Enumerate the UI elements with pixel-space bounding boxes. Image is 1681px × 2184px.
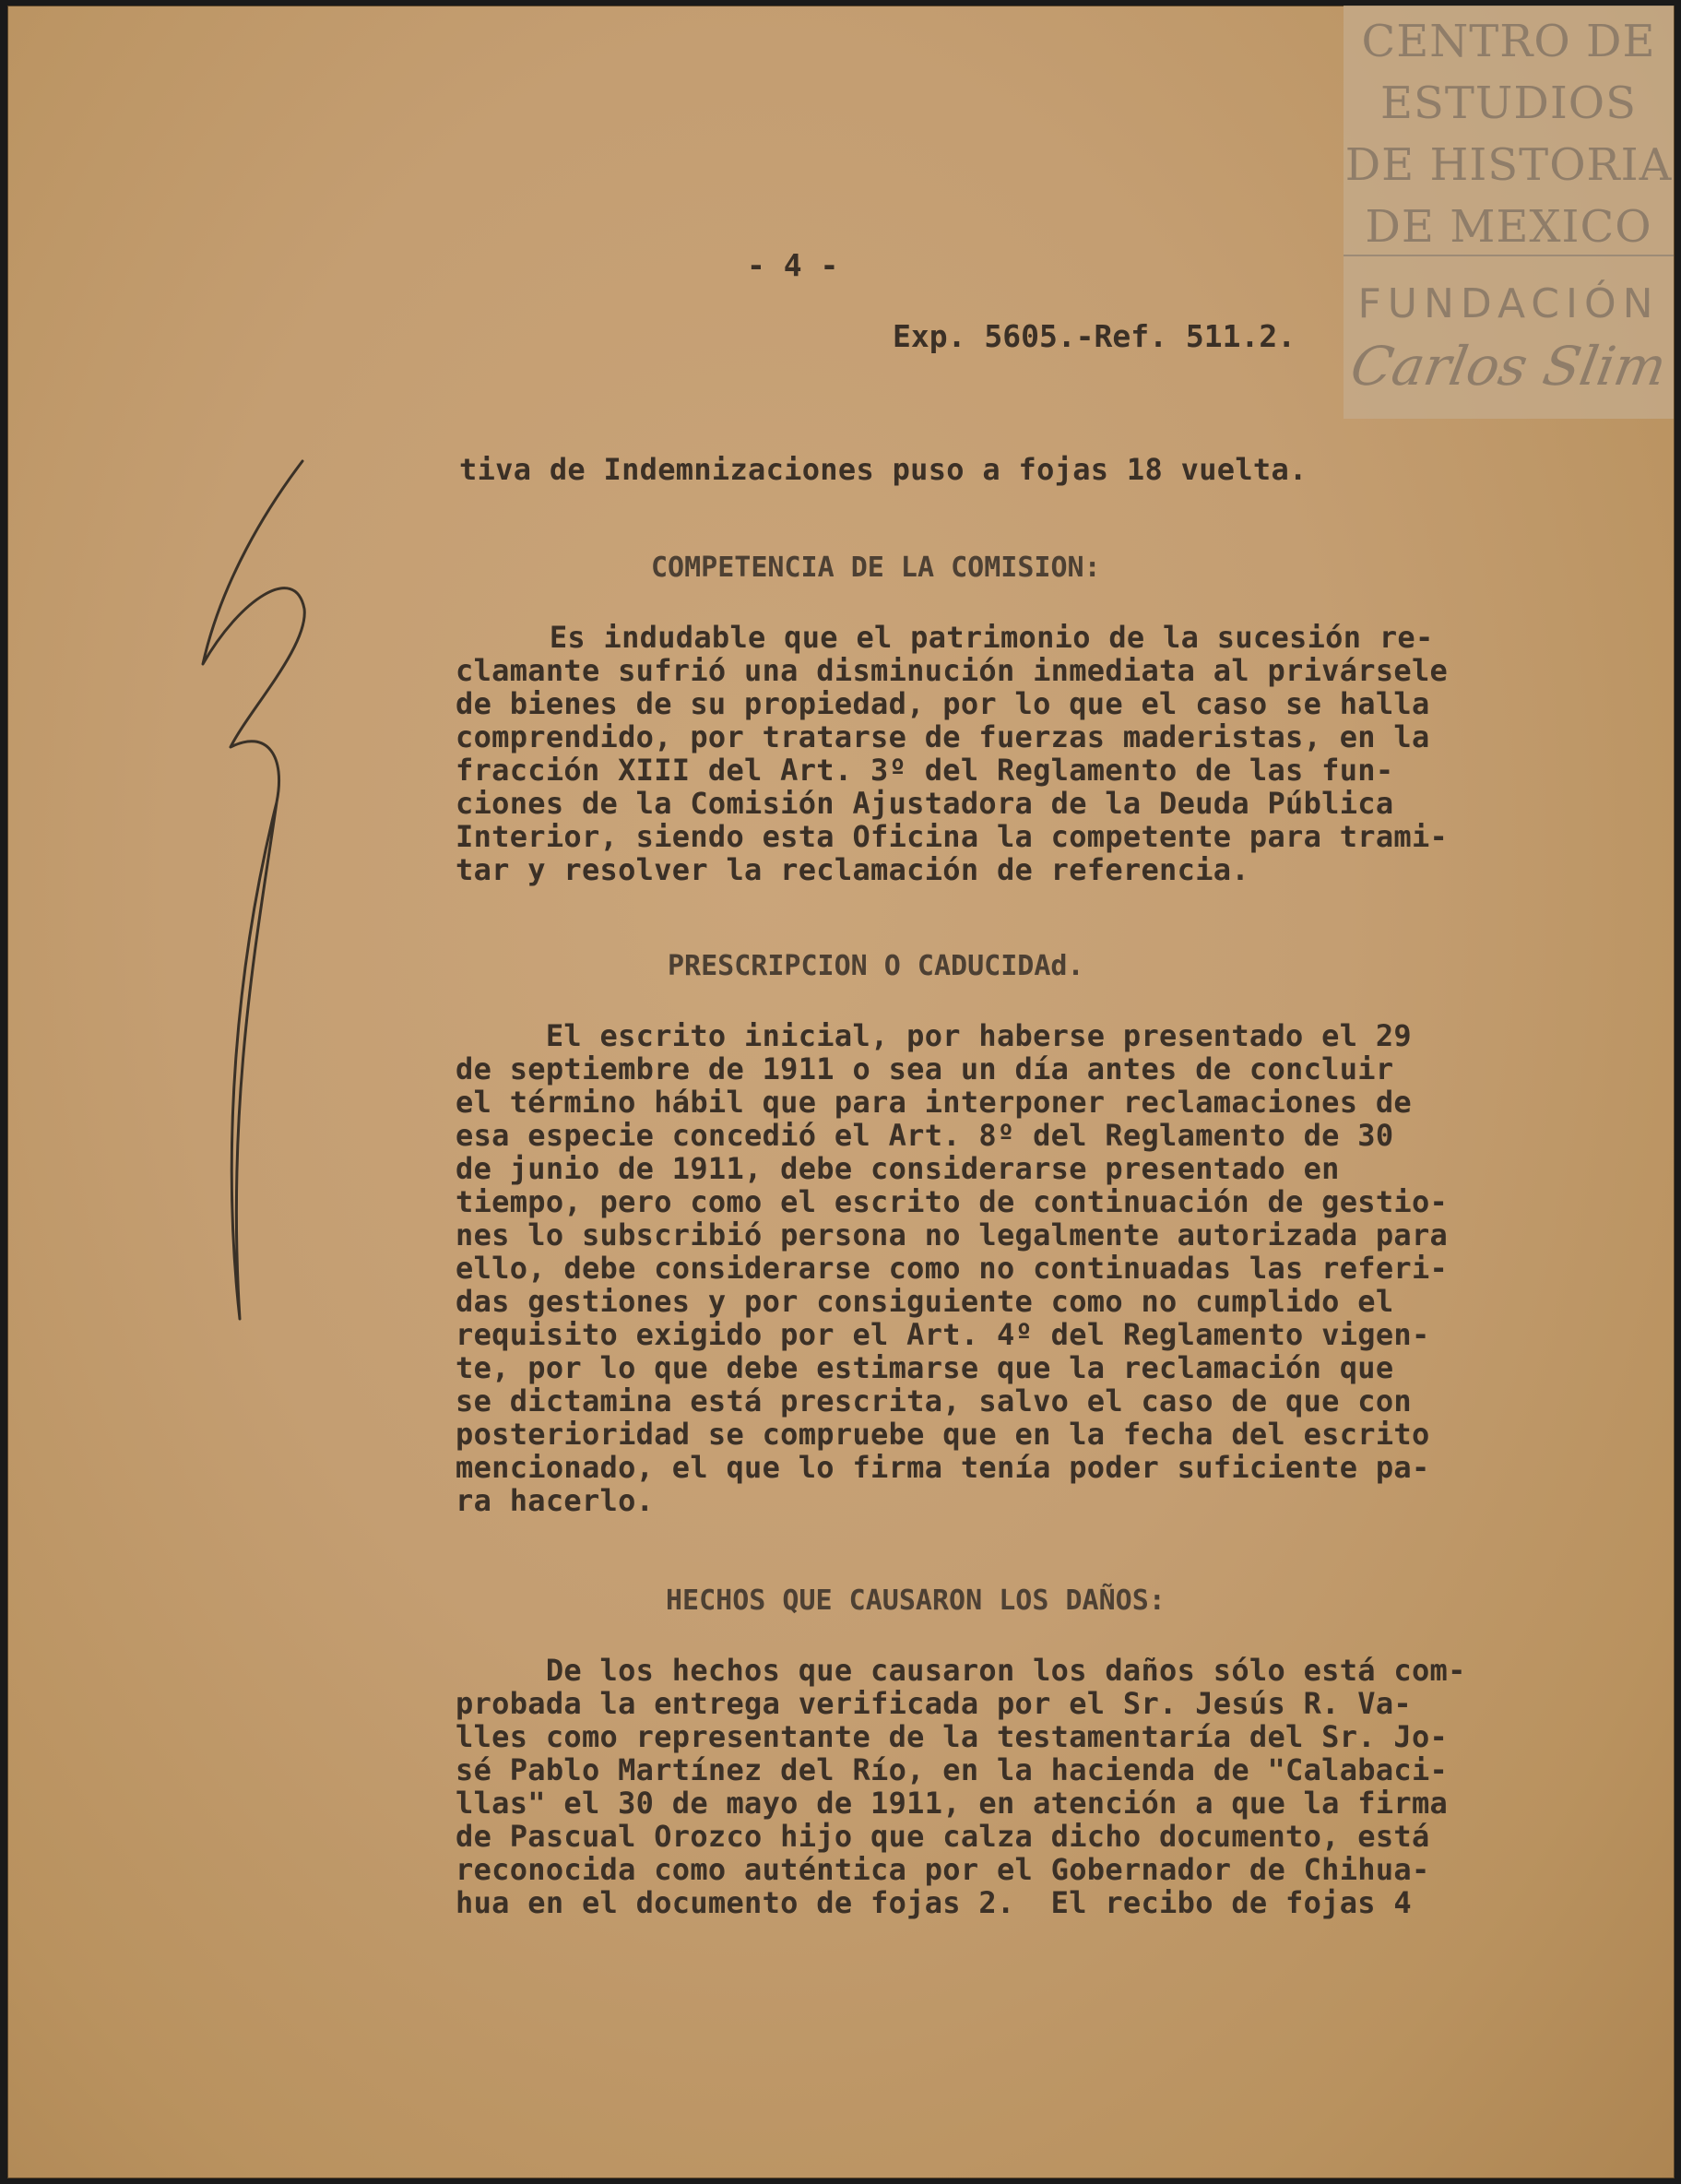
file-reference: Exp. 5605.-Ref. 511.2. [893, 318, 1296, 354]
stamp-line: DE HISTORIA [1344, 139, 1673, 191]
paragraph-line: tar y resolver la reclamación de referencia. [456, 852, 1249, 887]
page-number: - 4 - [747, 247, 839, 283]
stamp-line: DE MEXICO [1365, 201, 1652, 253]
paragraph-line: El escrito inicial, por haberse presentado el 29 [456, 1018, 1412, 1053]
paragraph-line: te, por lo que debe estimarse que la reclamación que [456, 1350, 1394, 1385]
paragraph-line: se dictamina está prescrita, salvo el caso de que con [456, 1383, 1412, 1418]
paragraph-line: clamante sufrió una disminución inmediata al privársele [456, 653, 1449, 688]
stamp-signature: Carlos Slim [1345, 335, 1672, 398]
paragraph-line: de junio de 1911, debe considerarse presentado en [456, 1151, 1340, 1186]
paragraph-line: esa especie concedió el Art. 8º del Reglamento de 30 [456, 1118, 1394, 1153]
paragraph-line: nes lo subscribió persona no legalmente autorizada para [456, 1217, 1449, 1252]
section-heading: COMPETENCIA DE LA COMISION: [651, 552, 1101, 584]
paragraph-line: de Pascual Orozco hijo que calza dicho documento, está [456, 1819, 1430, 1854]
paragraph-line: lles como representante de la testamentaría del Sr. Jo- [456, 1719, 1449, 1754]
archive-stamp [1344, 6, 1674, 419]
paragraph-line: probada la entrega verificada por el Sr. Jesús R. Va- [456, 1686, 1412, 1721]
paragraph-line: reconocida como auténtica por el Gobernador de Chihua- [456, 1852, 1430, 1887]
paragraph-line: de septiembre de 1911 o sea un día antes de concluir [456, 1051, 1394, 1086]
paragraph-line: posterioridad se compruebe que en la fecha del escrito [456, 1417, 1430, 1452]
stamp-fundacion: FUNDACIÓN [1357, 280, 1660, 327]
paragraph-line: ello, debe considerarse como no continuadas las referi- [456, 1251, 1449, 1286]
paragraph-line: Es indudable que el patrimonio de la sucesión re- [459, 620, 1434, 655]
section-heading: HECHOS QUE CAUSARON LOS DAÑOS: [666, 1585, 1166, 1617]
paragraph-line: mencionado, el que lo firma tenía poder suficiente pa- [456, 1450, 1430, 1485]
intro-line: tiva de Indemnizaciones puso a fojas 18 vuelta. [459, 452, 1308, 487]
paragraph-line: llas" el 30 de mayo de 1911, en atención a que la firma [456, 1786, 1449, 1821]
paragraph-line: ciones de la Comisión Ajustadora de la Deuda Pública [456, 786, 1394, 821]
paragraph-line: Interior, siendo esta Oficina la competente para trami- [456, 819, 1449, 854]
paragraph-line: comprendido, por tratarse de fuerzas maderistas, en la [456, 719, 1430, 754]
paragraph-line: hua en el documento de fojas 2. El recibo de fojas 4 [456, 1885, 1412, 1920]
paragraph-line: ra hacerlo. [456, 1483, 655, 1518]
paragraph-line: requisito exigido por el Art. 4º del Reglamento vigen- [456, 1317, 1430, 1352]
paragraph-line: de bienes de su propiedad, por lo que el caso se halla [456, 686, 1430, 721]
stamp-line: ESTUDIOS [1379, 77, 1638, 129]
paragraph-line: tiempo, pero como el escrito de continuación de gestio- [456, 1184, 1449, 1219]
paragraph-line: sé Pablo Martínez del Río, en la hacienda de "Calabaci- [456, 1752, 1449, 1787]
stamp-institution [1344, 6, 1674, 256]
paragraph-line: el término hábil que para interponer reclamaciones de [456, 1085, 1412, 1120]
handwritten-mark-icon [184, 452, 332, 1328]
paragraph-line: De los hechos que causaron los daños sólo está com- [456, 1653, 1466, 1688]
paragraph-line: das gestiones y por consiguiente como no cumplido el [456, 1284, 1394, 1319]
paragraph-line: fracción XIII del Art. 3º del Reglamento de las fun- [456, 753, 1394, 788]
stamp-line: CENTRO DE [1361, 16, 1656, 67]
section-heading: PRESCRIPCION O CADUCIDAd. [668, 950, 1084, 982]
